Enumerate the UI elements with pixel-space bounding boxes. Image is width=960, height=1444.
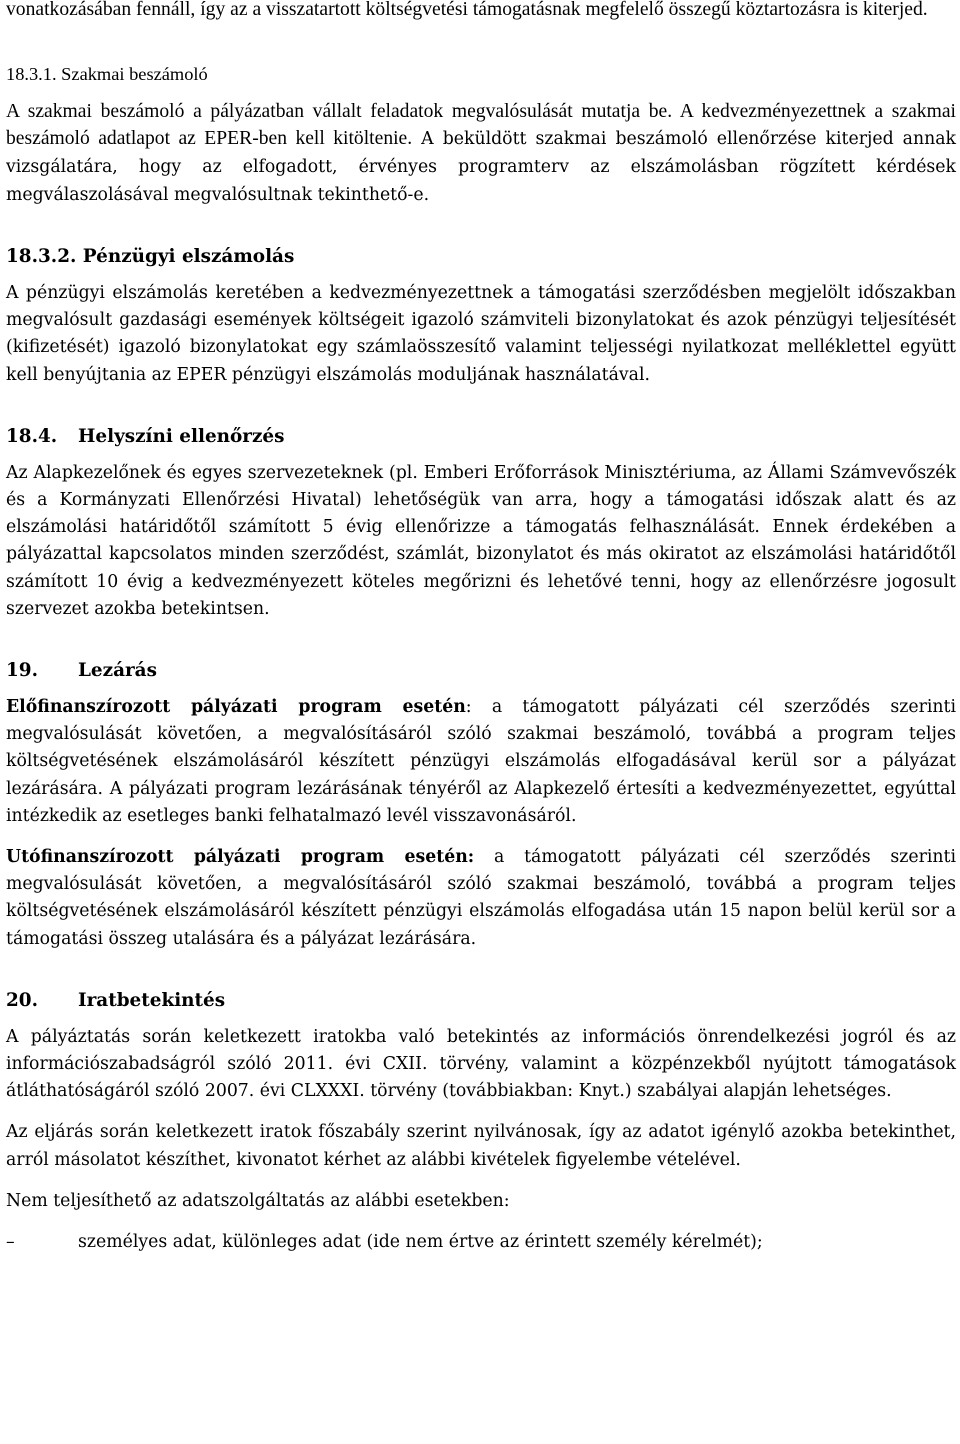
section-20-heading <box>6 987 956 1014</box>
section-19-paragraph-2 <box>6 844 956 953</box>
section-18-4-body: Az Alapkezelőnek és egyes szervezeteknek (pl. Emberi Erőforrások Minisztériuma, az Állami Számvevőszék és a Kormányzati Ellenőrzési Hivatal) lehetőségük van arra, hogy a támogatási időszak alatt és az elszámolási határidőtől számított 5 évig ellenőrizze a támogatás felhasználását. Ennek érdekében a pályázattal kapcsolatos minden szerződést, számlát, bizonylatot és más okiratot az elszámolási határidőtől számított 10 évig a kedvezményezett köteles megőrizni és lehetővé tenni, hogy az ellenőrzésre jogosult szervezet azokba betekintsen. <box>6 462 956 619</box>
section-19-heading <box>6 657 956 684</box>
section-18-4-number: 18.4. <box>6 425 58 447</box>
section-20-paragraph-3: Nem teljesíthető az adatszolgáltatás az alábbi esetekben: <box>6 1190 510 1211</box>
section-19-paragraph-1 <box>6 694 956 830</box>
section-18-4-heading <box>6 423 956 450</box>
section-18-3-1-body-b: A beküldött szakmai beszámoló ellenőrzése kiterjed annak vizsgálatára, hogy az elfogadott, érvényes programterv az elszámolásban rögzített kérdések megválaszolásával megvalósultnak tekinthető-e. <box>6 129 956 205</box>
exception-list <box>6 1229 956 1256</box>
section-18-3-1-body <box>6 98 956 209</box>
section-20-title: Iratbetekintés <box>78 989 226 1011</box>
section-20-paragraph-2: Az eljárás során keletkezett iratok főszabály szerint nyilvánosak, így az adatot igénylő azokba betekinthet, arról másolatot készíthet, kivonatot kérhet az alábbi kivételek figyelembe vételével. <box>6 1122 956 1170</box>
section-18-3-2-heading: 18.3.2. Pénzügyi elszámolás <box>6 246 295 267</box>
list-item <box>6 1229 956 1256</box>
section-19-number: 19. <box>6 660 38 682</box>
intro-paragraph: vonatkozásában fennáll, így az a visszatartott költségvetési támogatásnak megfelelő összegű köztartozásra is kiterjed. <box>6 0 928 20</box>
section-19-p2-text: a támogatott pályázati cél szerződés szerinti megvalósulását követően, a megvalósításáról szóló szakmai beszámoló, továbbá a program teljes költségvetésének elszámolásáról készített pénzügyi elszámolás elfogadása után 15 napon belül kerül sor a támogatási összeg utalására és a pályázat lezárására. <box>6 847 956 949</box>
section-18-3-1-body-a: A szakmai beszámoló a pályázatban vállalt feladatok megvalósulását mutatja be. A kedvezményezettnek a szakmai beszámoló adatlapot az EPER-ben kell kitöltenie. <box>6 101 956 149</box>
document-page <box>6 0 956 1256</box>
section-19-p2-lead: Utófinanszírozott pályázati program esetén: <box>6 847 475 868</box>
section-18-3-2-body: A pénzügyi elszámolás keretében a kedvezményezettnek a támogatási szerződésben megjelölt időszakban megvalósult gazdasági események költségeit igazoló számviteli bizonylatokat és azok pénzügyi teljesítését (kifizetését) igazoló bizonylatokat egy számlaösszesítő valamint teljességi nyilatkozat melléklettel együtt kell benyújtania az EPER pénzügyi elszámolás moduljának használatával. <box>6 283 956 385</box>
list-bullet: – <box>6 1232 15 1253</box>
section-19-p1-lead: Előfinanszírozott pályázati program esetén <box>6 697 466 718</box>
section-19-title: Lezárás <box>78 660 157 682</box>
section-18-4-title: Helyszíni ellenőrzés <box>78 425 285 447</box>
section-20-paragraph-1: A pályáztatás során keletkezett iratokba való betekintés az információs önrendelkezési jogról és az információszabadságról szóló 2011. évi CXII. törvény, valamint a közpénzekből nyújtott támogatások átláthatóságáról szóló 2007. évi CLXXXI. törvény (továbbiakban: Knyt.) szabályai alapján lehetséges. <box>6 1026 956 1102</box>
section-19-p1-text: : a támogatott pályázati cél szerződés szerinti megvalósulását követően, a megvalósításáról szóló szakmai beszámoló, továbbá a program teljes költségvetésének elszámolásáról készített pénzügyi elszámolás elfogadásával kerül sor a pályázat lezárására. A pályázati program lezárásának tényéről az Alapkezelő értesíti a kedvezményezettet, egyúttal intézkedik az esetleges banki felhatalmazó levél visszavonásáról. <box>6 697 956 826</box>
section-20-number: 20. <box>6 989 38 1011</box>
list-item-text: személyes adat, különleges adat (ide nem értve az érintett személy kérelmét); <box>78 1232 763 1253</box>
section-18-3-1-heading: 18.3.1. Szakmai beszámoló <box>6 64 208 84</box>
